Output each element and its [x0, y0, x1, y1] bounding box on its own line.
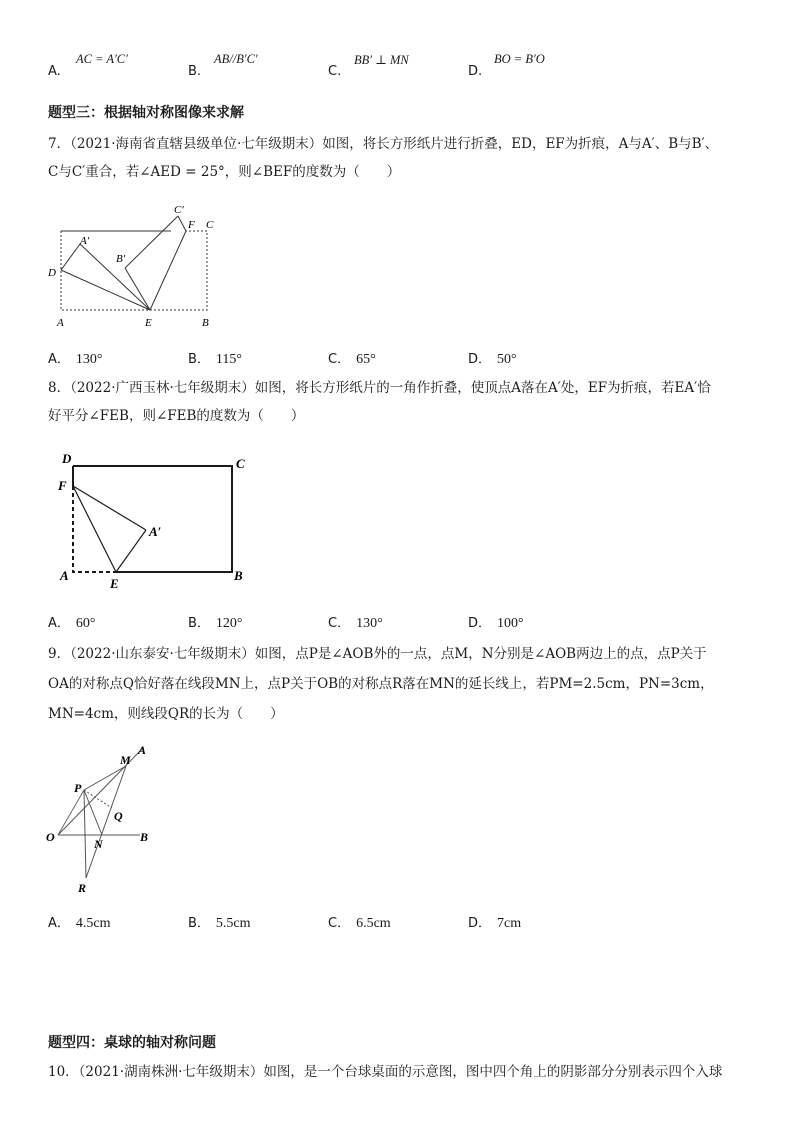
q8-label-f: F: [58, 478, 67, 493]
q6-option-b-letter: B.: [188, 64, 202, 79]
q9-figure: [40, 740, 170, 900]
q9-label-p: P: [74, 781, 82, 795]
q8-line-2: 好平分∠FEB，则∠FEB的度数为（ ）: [48, 408, 305, 424]
q8-option-d: D． 100°: [468, 616, 524, 631]
q7-option-b: B． 115°: [188, 352, 243, 367]
q9-line-3: MN=4cm，则线段QR的长为（ ）: [48, 706, 284, 722]
q6-option-a-expr: AC = A′C′: [76, 52, 128, 66]
q9-label-a: A: [138, 743, 147, 757]
q7-option-c: C． 65°: [328, 352, 376, 367]
q9-option-b: B． 5.5cm: [188, 916, 251, 931]
q9-label-m: M: [120, 753, 131, 767]
q9-label-n: N: [94, 837, 103, 851]
q9-option-c: C． 6.5cm: [328, 916, 391, 931]
q9-line-2: OA的对称点Q恰好落在线段MN上，点P关于OB的对称点R落在MN的延长线上，若PM=2.5cm，PN=3cm，: [48, 676, 714, 692]
q6-option-a-letter: A.: [48, 64, 61, 79]
q9-label-r: R: [78, 881, 87, 895]
q7-label-b: B: [202, 317, 209, 329]
q6-option-c-letter: C.: [328, 64, 342, 79]
q9-option-d: D． 7cm: [468, 916, 522, 931]
q8-label-e: E: [110, 576, 119, 591]
q9-option-a: A． 4.5cm: [48, 916, 111, 931]
q6-option-d-expr: BO = B′O: [494, 52, 545, 66]
q8-option-a: A． 60°: [48, 616, 96, 631]
q9-label-o: O: [46, 830, 55, 844]
q8-label-c: C: [236, 456, 245, 471]
section-4-title: 题型四：桌球的轴对称问题: [48, 1035, 216, 1051]
q10-line-1: 10．（2021·湖南株洲·七年级期末）如图，是一个台球桌面的示意图，图中四个角上的阴影部分分别表示四个入球: [48, 1064, 723, 1080]
q8-label-a: A: [60, 568, 69, 583]
q9-line-1: 9．（2022·山东泰安·七年级期末）如图，点P是∠AOB外的一点，点M，N分别是∠AOB两边上的点，点P关于: [48, 646, 707, 662]
q8-label-b: B: [234, 568, 243, 583]
q7-option-d: D． 50°: [468, 352, 517, 367]
q7-label-a: A: [57, 317, 64, 329]
q7-label-c-prime: C′: [174, 204, 184, 216]
q8-label-d: D: [62, 451, 72, 466]
q9-label-b: B: [140, 830, 149, 844]
q7-label-f: F: [188, 219, 195, 231]
q7-option-a: A． 130°: [48, 352, 103, 367]
q7-label-a-prime: A′: [80, 235, 90, 247]
q7-label-d: D: [48, 267, 56, 279]
q7-label-c: C: [206, 219, 214, 231]
q7-label-e: E: [145, 317, 152, 329]
q8-line-1: 8．（2022·广西玉林·七年级期末）如图，将长方形纸片的一角作折叠，使顶点A落在A′处，EF为折痕，若EA′恰: [48, 380, 711, 396]
q8-option-b: B． 120°: [188, 616, 243, 631]
q6-option-d-letter: D.: [468, 64, 483, 79]
q6-option-c-expr: BB′ ⊥ MN: [354, 53, 409, 67]
q8-label-a-prime: A′: [149, 524, 162, 539]
q8-option-c: C． 130°: [328, 616, 383, 631]
q8-figure: [48, 448, 258, 594]
q7-label-b-prime: B′: [116, 253, 126, 265]
q7-line-1: 7．（2021·海南省直辖县级单位·七年级期末）如图，将长方形纸片进行折叠，ED，EF为折痕，A与A′、B与B′、: [48, 136, 719, 152]
q6-option-b-expr: AB//B′C′: [214, 52, 258, 66]
q7-line-2: C与C′重合，若∠AED = 25°，则∠BEF的度数为（ ）: [48, 164, 401, 180]
q9-label-q: Q: [114, 809, 123, 823]
q7-figure: [40, 198, 230, 336]
section-3-title: 题型三：根据轴对称图像来求解: [48, 105, 244, 121]
